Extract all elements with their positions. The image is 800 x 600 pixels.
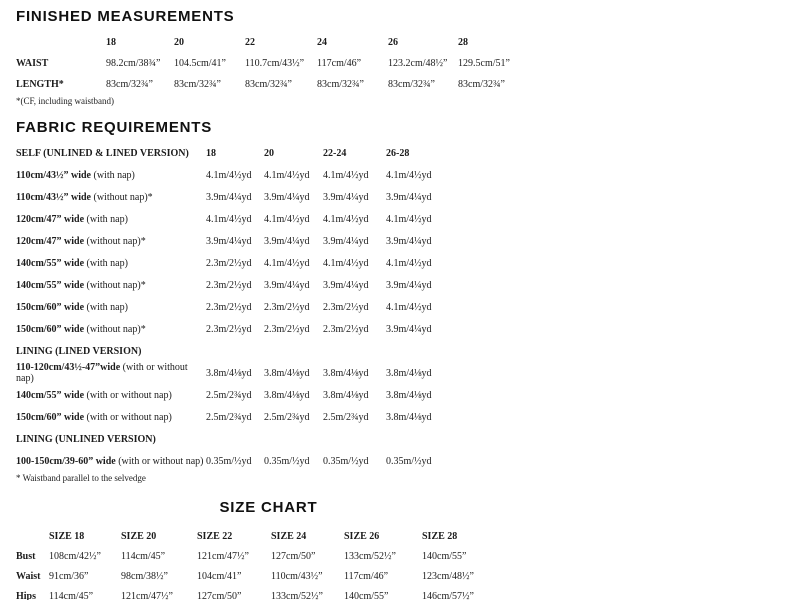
sc-value: 117cm/46” [344, 570, 389, 582]
fr-row-label: 140cm/55” wide (with or without nap) [16, 389, 172, 401]
fm-row [16, 53, 800, 74]
fr-value: 4.1m/4½yd [206, 169, 252, 181]
fm-column-header: 26 [388, 37, 398, 48]
fm-value: 98.2cm/38¾” [106, 58, 161, 69]
fr-row-label: 150cm/60” wide (without nap)* [16, 323, 146, 335]
fm-column-header: 24 [317, 37, 327, 48]
fr-value: 2.3m/2½yd [264, 301, 310, 313]
fr-value: 3.8m/4⅛yd [264, 389, 310, 401]
fr-value: 2.5m/2¾yd [206, 389, 252, 401]
fr-row-label: 150cm/60” wide (with nap) [16, 301, 128, 313]
fm-column-header: 20 [174, 37, 184, 48]
sc-column-header: SIZE 22 [197, 530, 233, 542]
fr-value: 2.5m/2¾yd [206, 411, 252, 423]
fm-row-label: WAIST [16, 58, 49, 69]
size-chart-table [16, 526, 521, 600]
fr-column-header: 18 [206, 147, 216, 159]
fr-row-label: 110-120cm/43½-47”wide (with or without nap) [16, 362, 188, 384]
fr-value: 3.9m/4¼yd [323, 191, 369, 203]
fr-section-header-row [16, 142, 800, 164]
fr-row [16, 318, 800, 340]
sc-value: 114cm/45” [121, 550, 166, 562]
fr-value: 4.1m/4½yd [386, 301, 432, 313]
fm-value: 83cm/32¾” [106, 79, 153, 90]
fr-value: 0.35m/½yd [206, 455, 252, 467]
fr-value: 3.8m/4⅛yd [323, 389, 369, 401]
fm-value: 83cm/32¾” [174, 79, 221, 90]
fr-value: 4.1m/4½yd [323, 257, 369, 269]
fabric-requirements-table [16, 142, 800, 472]
fr-value: 3.8m/4⅛yd [386, 389, 432, 401]
fr-row [16, 296, 800, 318]
sc-row-label: Bust [16, 550, 36, 562]
fr-row [16, 252, 800, 274]
finished-measurements-table [16, 32, 800, 95]
sc-value: 146cm/57½” [422, 590, 474, 600]
fr-row [16, 384, 800, 406]
size-chart-title: SIZE CHART [219, 499, 318, 516]
fm-header-row [16, 32, 800, 53]
fr-value: 0.35m/½yd [264, 455, 310, 467]
fr-value: 3.8m/4⅛yd [386, 367, 432, 379]
sc-value: 140cm/55” [344, 590, 389, 600]
fr-value: 2.5m/2¾yd [264, 411, 310, 423]
fr-row-label: 120cm/47” wide (without nap)* [16, 235, 146, 247]
fr-section-header-row [16, 428, 800, 450]
fr-row [16, 186, 800, 208]
fabric-requirements-footnote: * Waistband parallel to the selvedge [16, 473, 146, 483]
sc-value: 110cm/43½” [271, 570, 323, 582]
fr-row-label: 140cm/55” wide (with nap) [16, 257, 128, 269]
sc-column-header: SIZE 18 [49, 530, 85, 542]
fr-value: 3.9m/4¼yd [323, 279, 369, 291]
sc-value: 140cm/55” [422, 550, 467, 562]
fm-value: 117cm/46” [317, 58, 362, 69]
fr-section-header: LINING (LINED VERSION) [16, 345, 142, 357]
fr-value: 3.9m/4¼yd [323, 235, 369, 247]
fr-row [16, 406, 800, 428]
fm-column-header: 18 [106, 37, 116, 48]
fr-value: 4.1m/4½yd [386, 213, 432, 225]
fr-value: 2.3m/2½yd [206, 301, 252, 313]
fr-section-header-row [16, 340, 800, 362]
sc-column-header: SIZE 26 [344, 530, 380, 542]
fm-value: 83cm/32¾” [388, 79, 435, 90]
sc-column-header: SIZE 24 [271, 530, 307, 542]
sc-row [16, 586, 521, 600]
sc-value: 133cm/52½” [344, 550, 396, 562]
fr-column-header: 20 [264, 147, 274, 159]
fr-value: 3.9m/4¼yd [264, 279, 310, 291]
sc-column-header: SIZE 28 [422, 530, 458, 542]
fr-row [16, 164, 800, 186]
fr-value: 4.1m/4½yd [264, 169, 310, 181]
fm-value: 83cm/32¾” [317, 79, 364, 90]
fm-column-header: 28 [458, 37, 468, 48]
fr-row-label: 120cm/47” wide (with nap) [16, 213, 128, 225]
fr-value: 4.1m/4½yd [206, 213, 252, 225]
fr-value: 3.8m/4⅛yd [386, 411, 432, 423]
fr-section-header: LINING (UNLINED VERSION) [16, 433, 156, 445]
fr-column-header: 26-28 [386, 147, 410, 159]
sc-value: 98cm/38½” [121, 570, 168, 582]
fr-value: 4.1m/4½yd [264, 213, 310, 225]
fr-value: 2.3m/2½yd [206, 323, 252, 335]
fr-row [16, 450, 800, 472]
fm-value: 83cm/32¾” [458, 79, 505, 90]
fm-value: 129.5cm/51” [458, 58, 510, 69]
fr-row [16, 208, 800, 230]
fr-row [16, 274, 800, 296]
fm-value: 110.7cm/43½” [245, 58, 305, 69]
sc-value: 127cm/50” [197, 590, 242, 600]
fr-value: 4.1m/4½yd [323, 169, 369, 181]
fr-value: 3.8m/4⅛yd [206, 367, 252, 379]
fr-row-label: 100-150cm/39-60” wide (with or without nap) [16, 455, 204, 467]
sc-row [16, 566, 521, 586]
fr-value: 3.9m/4¼yd [386, 279, 432, 291]
fr-section-header: SELF (UNLINED & LINED VERSION) [16, 147, 189, 159]
sc-value: 104cm/41” [197, 570, 242, 582]
fr-row-label: 150cm/60” wide (with or without nap) [16, 411, 172, 423]
fr-value: 3.9m/4¼yd [264, 235, 310, 247]
fr-value: 3.9m/4¼yd [206, 191, 252, 203]
sc-value: 121cm/47½” [121, 590, 173, 600]
sc-value: 114cm/45” [49, 590, 94, 600]
sc-value: 121cm/47½” [197, 550, 249, 562]
fr-value: 2.3m/2½yd [264, 323, 310, 335]
sc-header-row [16, 526, 521, 546]
fr-row [16, 362, 800, 384]
fr-value: 3.9m/4¼yd [264, 191, 310, 203]
fm-row [16, 74, 800, 95]
fr-value: 2.3m/2½yd [323, 301, 369, 313]
sc-value: 108cm/42½” [49, 550, 101, 562]
fr-value: 3.9m/4¼yd [386, 191, 432, 203]
sc-row [16, 546, 521, 566]
fm-column-header: 22 [245, 37, 255, 48]
fm-row-label: LENGTH* [16, 79, 64, 90]
sc-value: 127cm/50” [271, 550, 316, 562]
sc-row-label: Hips [16, 590, 37, 600]
fr-row [16, 230, 800, 252]
sc-value: 133cm/52½” [271, 590, 323, 600]
sc-column-header: SIZE 20 [121, 530, 157, 542]
fr-row-label: 110cm/43½” wide (without nap)* [16, 191, 153, 203]
sc-value: 123cm/48½” [422, 570, 474, 582]
fr-row-label: 140cm/55” wide (without nap)* [16, 279, 146, 291]
sc-row-label: Waist [16, 570, 41, 582]
fr-value: 3.9m/4¼yd [386, 323, 432, 335]
fr-column-header: 22-24 [323, 147, 347, 159]
fr-value: 3.9m/4¼yd [386, 235, 432, 247]
fr-value: 4.1m/4½yd [323, 213, 369, 225]
fabric-requirements-title: FABRIC REQUIREMENTS [16, 119, 213, 136]
fm-value: 104.5cm/41” [174, 58, 226, 69]
fr-value: 2.3m/2½yd [206, 279, 252, 291]
fr-value: 2.5m/2¾yd [323, 411, 369, 423]
finished-measurements-title: FINISHED MEASUREMENTS [16, 8, 235, 25]
fr-value: 4.1m/4½yd [264, 257, 310, 269]
fr-value: 3.9m/4¼yd [206, 235, 252, 247]
finished-measurements-footnote: *(CF, including waistband) [16, 96, 115, 106]
fr-value: 2.3m/2½yd [206, 257, 252, 269]
fr-value: 0.35m/½yd [386, 455, 432, 467]
fr-value: 2.3m/2½yd [323, 323, 369, 335]
fm-value: 83cm/32¾” [245, 79, 292, 90]
fr-value: 0.35m/½yd [323, 455, 369, 467]
fm-value: 123.2cm/48½” [388, 58, 448, 69]
sc-value: 91cm/36” [49, 570, 89, 582]
size-chart-section [16, 499, 521, 600]
fr-row-label: 110cm/43½” wide (with nap) [16, 169, 135, 181]
fr-value: 3.8m/4⅛yd [323, 367, 369, 379]
fr-value: 4.1m/4½yd [386, 257, 432, 269]
fr-value: 3.8m/4⅛yd [264, 367, 310, 379]
fr-value: 4.1m/4½yd [386, 169, 432, 181]
